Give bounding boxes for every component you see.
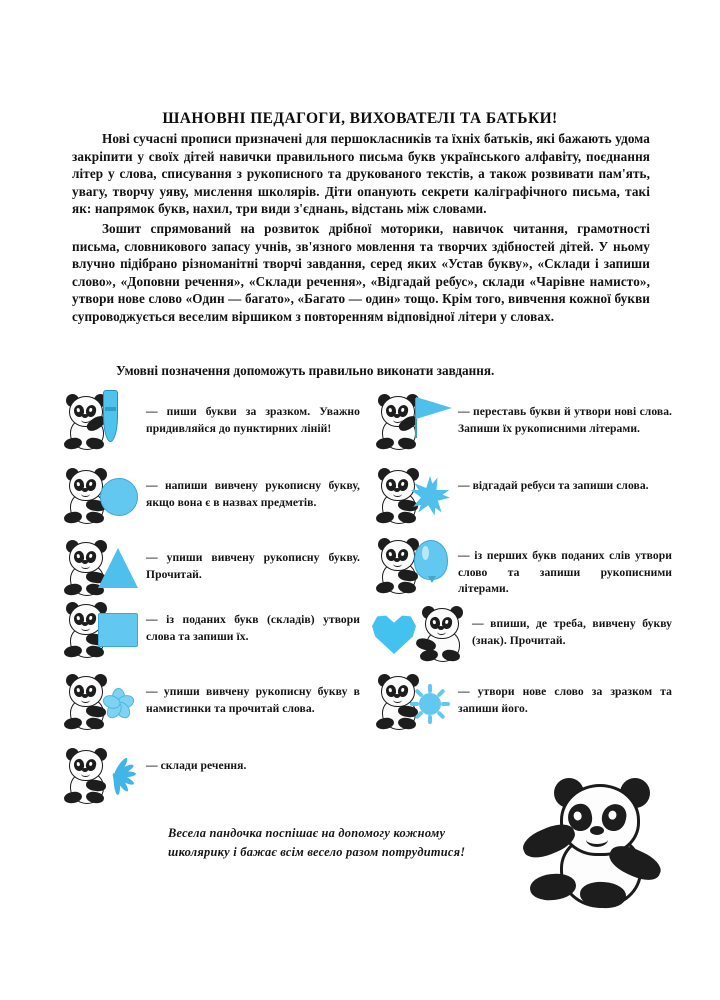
- legend-item-label: — впиши, де треба, вивчену букву (знак). Прочитай.: [472, 617, 672, 647]
- legend-item-label: — пиши букви за зразком. Уважно придивляйся до пунктирних ліній!: [146, 405, 360, 435]
- big-panda-illustration: [516, 782, 688, 914]
- star-shape: [410, 476, 450, 516]
- panda-with-leaves-icon: [60, 746, 146, 808]
- legend-item: [372, 536, 672, 604]
- triangle-shape: [98, 548, 138, 588]
- legend-item: [60, 466, 360, 538]
- legend-item: [372, 604, 672, 672]
- flag-shape: [412, 394, 456, 442]
- flower-shape: [100, 686, 134, 720]
- leaves-shape: [96, 752, 140, 798]
- legend-column-right: [372, 392, 672, 734]
- legend-item-label: — із перших букв поданих слів утвори слово та запиши рукописними літерами.: [458, 549, 672, 595]
- legend-item-label: — напиши вивчену рукописну букву, якщо вона є в назвах предметів.: [146, 479, 360, 509]
- legend-item-label: — із поданих букв (складів) утвори слова та запиши їх.: [146, 613, 360, 643]
- paragraph-1: Нові сучасні прописи призначені для першокласників та їхніх батьків, які бажають удома закріпити у своїх дітей навички правильного письма букв українського алфавіту, поєднання літер у слова, списування з рукописного та друкованого текстів, а також розвивати пам'ять, увагу, творчу уяву, мислення школярів. Діти опанують секрети каліграфічного письма, такі як: напрямок букв, нахил, три види з'єднань, відстань між словами.: [72, 131, 650, 217]
- square-shape: [98, 613, 138, 647]
- panda-with-star-icon: [372, 466, 458, 528]
- page-title: ШАНОВНІ ПЕДАГОГИ, ВИХОВАТЕЛІ ТА БАТЬКИ!: [162, 110, 558, 128]
- intro-body: [72, 130, 650, 326]
- paragraph-2: Зошит спрямований на розвиток дрібної моторики, навичок читання, грамотності письма, словникового запасу учнів, зв'язного мовлення та творчих здібностей дітей. У ньому влучно підібрано різноманітні творчі завдання, серед яких «Устав букву», «Склади і запиши слово», «Доповни речення», «Склади речення», «Відгадай ребус», склади «Чарівне намисто», утвори нове слово «Один — багато», «Багато — один» тощо. Крім того, вивчення кожної букви супроводжується веселим віршиком з повторенням відповідної літери у словах.: [72, 220, 650, 324]
- legend-intro-text: Умовні позначення допоможуть правильно виконати завдання.: [116, 363, 495, 378]
- legend-column-left: [60, 392, 360, 808]
- legend-item: [372, 672, 672, 734]
- panda-with-flag-icon: [372, 392, 458, 454]
- legend-item: [60, 746, 360, 808]
- legend-item: [372, 466, 672, 536]
- pen-shape: [103, 390, 118, 442]
- legend-item: [372, 392, 672, 466]
- panda-with-square-icon: [60, 600, 146, 662]
- legend-item-label: — упиши вивчену рукописну букву в намистинки та прочитай слова.: [146, 685, 360, 715]
- panda-with-balloon-icon: [372, 536, 458, 598]
- legend-item: [60, 672, 360, 746]
- legend-item: [60, 538, 360, 600]
- panda-with-flower-icon: [60, 672, 146, 734]
- panda-with-sun-icon: [372, 672, 458, 734]
- heart-shape: [372, 614, 416, 654]
- balloon-shape: [412, 540, 448, 586]
- closing-note: Весела пандочка поспішає на допомогу кожному школярику і бажає всім весело разом потрудитися!: [168, 826, 466, 859]
- legend-item-label: — упиши вивчену рукописну букву. Прочитай.: [146, 551, 360, 581]
- legend-item-label: — відгадай ребуси та запиши слова.: [458, 479, 649, 492]
- legend-item-label: — склади речення.: [146, 759, 247, 772]
- legend-item: [60, 600, 360, 672]
- legend-item-label: — утвори нове слово за зразком та запиши його.: [458, 685, 672, 715]
- panda-with-heart-icon: [416, 604, 472, 666]
- sun-shape: [410, 684, 450, 724]
- panda-with-pen-icon: [60, 392, 146, 454]
- legend-item: [60, 392, 360, 466]
- legend-item-label: — переставь букви й утвори нові слова. Запиши їх рукописними літерами.: [458, 405, 672, 435]
- panda-with-circle-icon: [60, 466, 146, 528]
- circle-shape: [100, 478, 138, 516]
- panda-with-triangle-icon: [60, 538, 146, 600]
